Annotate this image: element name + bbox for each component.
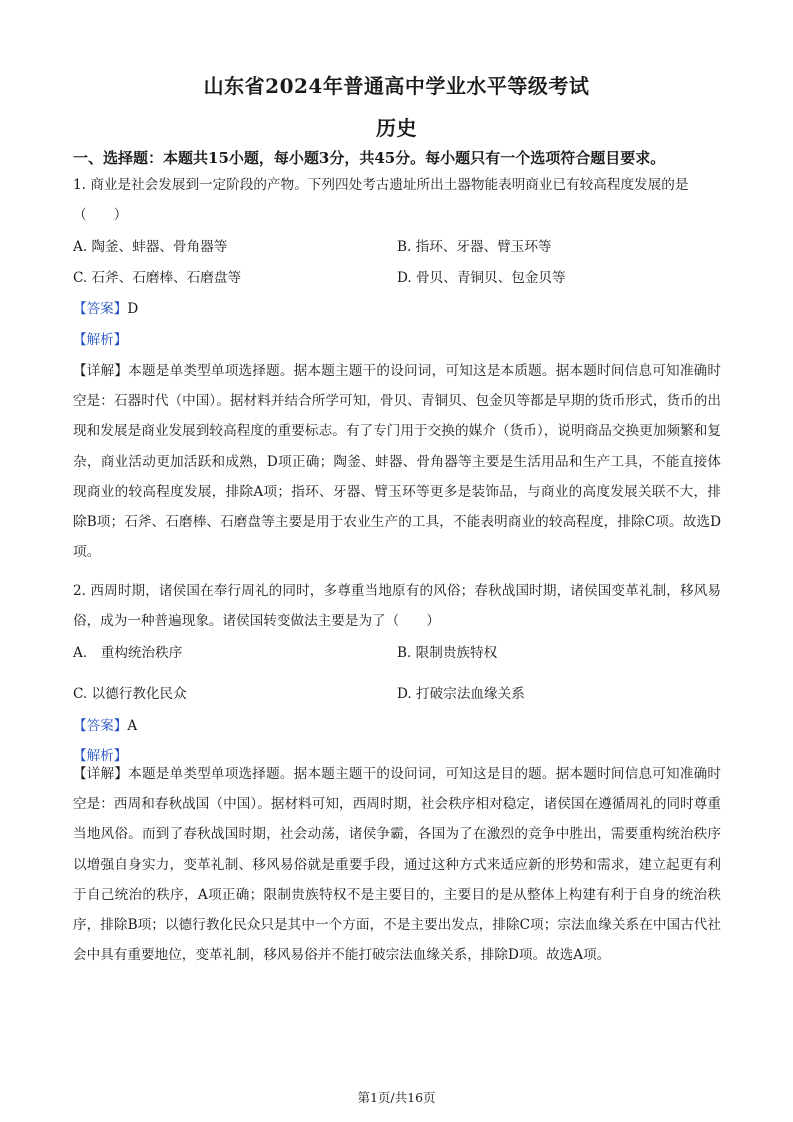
- q2-option-c: C. 以德行教化民众: [73, 686, 187, 702]
- q2-answer: [73, 716, 137, 736]
- q1-option-a: A. 陶釜、蚌器、骨角器等: [73, 239, 228, 255]
- page-number: 第1页/共16页: [357, 1090, 436, 1105]
- q2-option-d: D. 打破宗法血缘关系: [397, 686, 525, 702]
- q2-option-a: A． 重构统治秩序: [73, 645, 183, 661]
- q1-option-c: C. 石斧、石磨棒、石磨盘等: [73, 270, 242, 286]
- q1-detail: 【详解】本题是单类型单项选择题。据本题主题干的设问词，可知这是本质题。据本题时间信息可知准确时空是：石器时代（中国）。据材料并结合所学可知，骨贝、青铜贝、包金贝等都是早期的货币形式，货币的出现和发展是商业发展到较高程度的重要标志。有了专门用于交换的媒介（货币），说明商品交换更加频繁和复杂，商业活动更加活跃和成熟，D项正确；陶釜、蚌器、骨角器等主要是生活用品和生产工具，不能直接体现商业的较高程度发展，排除A项；指环、牙器、臂玉环等更多是装饰品，与商业的高度发展关联不大，排除B项；石斧、石磨棒、石磨盘等主要是用于农业生产的工具，不能表明商业的较高程度，排除C项。故选D项。: [73, 363, 721, 561]
- q2-analysis-label: 【解析】: [73, 748, 128, 764]
- q1-option-b: B. 指环、牙器、臂玉环等: [397, 239, 552, 255]
- q1-option-d: D. 骨贝、青铜贝、包金贝等: [397, 270, 566, 286]
- q1-answer-label: 【答案】: [73, 301, 128, 317]
- q2-option-b: B. 限制贵族特权: [397, 645, 498, 661]
- q1-analysis-label: 【解析】: [73, 332, 128, 348]
- q1-answer-value: D: [127, 301, 139, 317]
- subject-title: 历史: [376, 116, 417, 140]
- q2-detail: 【详解】本题是单类型单项选择题。据本题主题干的设问词，可知这是目的题。据本题时间信息可知准确时空是：西周和春秋战国（中国）。据材料可知，西周时期，社会秩序相对稳定，诸侯国在遵循周礼的同时尊重当地风俗。而到了春秋战国时期，社会动荡，诸侯争霸，各国为了在激烈的竞争中胜出，需要重构统治秩序以增强自身实力，变革礼制、移风易俗就是重要手段，通过这种方式来适应新的形势和需求，建立起更有利于自己统治的秩序，A项正确；限制贵族特权不是主要目的，主要目的是从整体上构建有利于自身的统治秩序，排除B项；以德行教化民众只是其中一个方面，不是主要出发点，排除C项；宗法血缘关系在中国古代社会中具有重要地位，变革礼制，移风易俗并不能打破宗法血缘关系，排除D项。故选A项。: [73, 766, 721, 964]
- q1-stem-line2: （ ）: [73, 207, 128, 223]
- q2-answer-label: 【答案】: [73, 718, 128, 734]
- q2-answer-value: A: [127, 718, 138, 734]
- q2-stem: 2. 西周时期，诸侯国在奉行周礼的同时，多尊重当地原有的风俗；春秋战国时期，诸侯国变革礼制，移风易俗，成为一种普遍现象。诸侯国转变做法主要是为了（ ）: [73, 583, 721, 630]
- q1-answer: [73, 299, 138, 319]
- q1-stem-line1: 1. 商业是社会发展到一定阶段的产物。下列四处考古遗址所出土器物能表明商业已有较高程度发展的是: [73, 177, 689, 193]
- exam-title: 山东省2024年普通高中学业水平等级考试: [203, 74, 590, 98]
- section-heading: 一、选择题：本题共15小题，每小题3分，共45分。每小题只有一个选项符合题目要求。: [73, 149, 666, 167]
